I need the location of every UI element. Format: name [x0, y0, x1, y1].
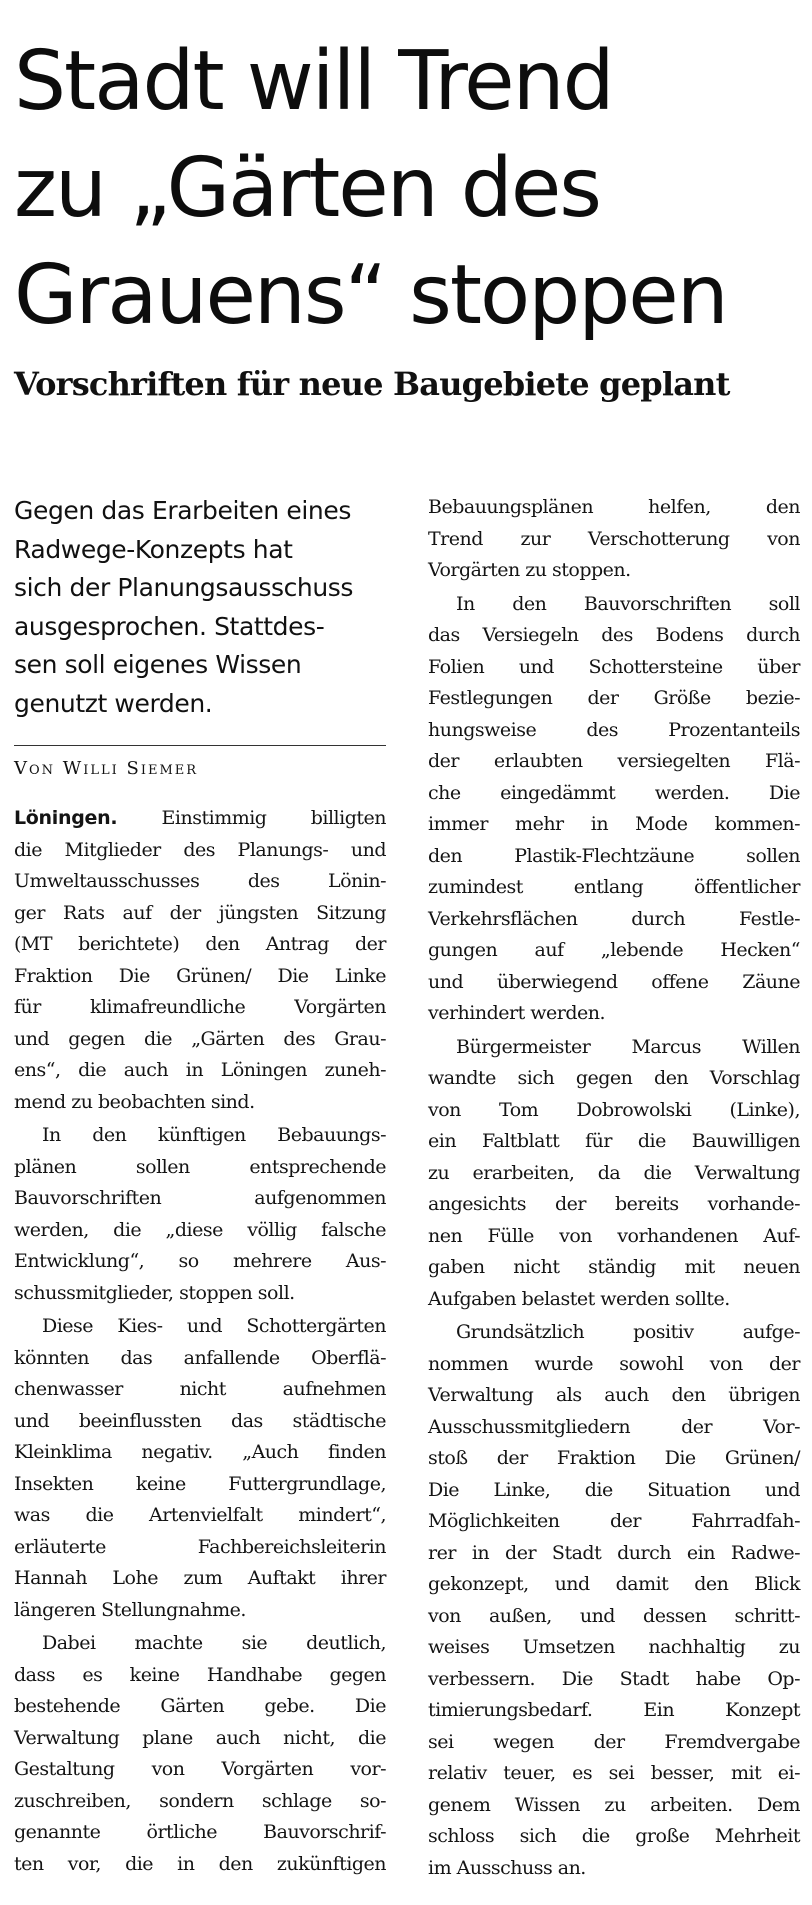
teaser-line: Radwege-Konzepts hat: [14, 534, 293, 564]
column-right: [428, 492, 800, 1884]
text-line: wandte sich gegen den Vorschlag: [428, 1067, 800, 1089]
text-line: und überwiegend offene Zäune: [428, 970, 800, 993]
text-line: bestehende Gärten gebe. Die: [14, 1695, 386, 1717]
text-line: Verwaltung als auch den übrigen: [428, 1384, 800, 1406]
text-line: che eingedämmt werden. Die: [428, 781, 800, 804]
paragraph: [14, 1628, 386, 1880]
text-line: chenwasser nicht aufnehmen: [14, 1378, 386, 1400]
text-line: Insekten keine Futtergrundlage,: [14, 1472, 386, 1495]
text-line: Bebauungsplänen helfen, den: [428, 496, 800, 518]
text-line: könnten das anfallende Oberflä-: [14, 1346, 386, 1369]
subheadline: Vorschriften für neue Baugebiete geplant: [14, 365, 730, 403]
text-line: von außen, und dessen schritt-: [428, 1604, 800, 1627]
text-line: die Mitglieder des Planungs- und: [14, 838, 386, 861]
text-line: Folien und Schottersteine über: [428, 655, 800, 678]
text-line: Gestaltung von Vorgärten vor-: [14, 1758, 386, 1780]
text-line: für klimafreundliche Vorgärten: [14, 996, 386, 1018]
text-line: immer mehr in Mode kommen-: [428, 813, 800, 835]
text-line: In den künftigen Bebauungs-: [42, 1124, 386, 1146]
text-line: stoß der Fraktion Die Grünen/: [428, 1447, 800, 1469]
text-line: Hannah Lohe zum Auftakt ihrer: [14, 1567, 386, 1589]
text-line: ens“, die auch in Löningen zuneh-: [14, 1059, 386, 1081]
text-line: Grundsätzlich positiv aufge-: [456, 1321, 800, 1343]
text-line: [14, 803, 386, 835]
text-line: Entwicklung“, so mehrere Aus-: [14, 1250, 386, 1272]
text-line: das Versiegeln des Bodens durch: [428, 624, 800, 646]
text-line: mend zu beobachten sind.: [14, 1090, 255, 1113]
text-line: nen Fülle von vorhandenen Auf-: [428, 1224, 800, 1247]
text-line: zu erarbeiten, da die Verwaltung: [428, 1161, 800, 1184]
text-line: ein Faltblatt für die Bauwilligen: [428, 1130, 800, 1152]
headline-line: Stadt will Trend: [14, 34, 613, 129]
headline-line: zu „Gärten des: [14, 141, 600, 236]
text-line: im Ausschuss an.: [428, 1856, 586, 1879]
text-line: weises Umsetzen nachhaltig zu: [428, 1636, 800, 1658]
text-line: Ausschussmitgliedern der Vor-: [428, 1415, 800, 1438]
text-line: längeren Stellungnahme.: [14, 1598, 246, 1621]
text-line: timierungsbedarf. Ein Konzept: [428, 1699, 800, 1721]
text-line: von Tom Dobrowolski (Linke),: [428, 1098, 800, 1121]
text-line: nommen wurde sowohl von der: [428, 1352, 800, 1375]
teaser-line: ausgesprochen. Stattdes-: [14, 611, 325, 641]
teaser-line: genutzt werden.: [14, 688, 213, 718]
text-line: relativ teuer, es sei besser, mit ei-: [428, 1762, 800, 1784]
text-line: verhindert werden.: [428, 1002, 606, 1024]
text-line: genannte örtliche Bauvorschrif-: [14, 1821, 386, 1843]
text-line: Möglichkeiten der Fahrradfah-: [428, 1510, 800, 1532]
text-line: rer in der Stadt durch ein Radwe-: [428, 1541, 800, 1564]
text-line: ten vor, die in den zukünftigen: [14, 1852, 386, 1875]
dateline: Löningen.: [14, 807, 118, 829]
teaser-line: sich der Planungsausschuss: [14, 573, 354, 602]
teaser-line: sen soll eigenes Wissen: [14, 650, 302, 679]
text-line: erläuterte Fachbereichsleiterin: [14, 1535, 386, 1558]
text-line: Fraktion Die Grünen/ Die Linke: [14, 964, 386, 987]
text-line: Festlegungen der Größe bezie-: [428, 687, 800, 709]
byline: Von Willi Siemer: [14, 758, 199, 779]
text-line: der erlaubten versiegelten Flä-: [428, 750, 800, 772]
text-line: den Plastik-Flechtzäune sollen: [428, 844, 800, 867]
headline-line: Grauens“ stoppen: [14, 248, 727, 343]
byline-divider: [14, 745, 386, 746]
text-line: was die Artenvielfalt mindert“,: [14, 1504, 386, 1526]
text-line: Bauvorschriften aufgenommen: [14, 1187, 386, 1209]
text-line: Kleinklima negativ. „Auch finden: [14, 1441, 386, 1463]
text-line: (MT berichtete) den Antrag der: [14, 933, 386, 955]
text-line: Die Linke, die Situation und: [428, 1478, 800, 1501]
text-line: Diese Kies- und Schottergärten: [42, 1315, 386, 1337]
text-line: ger Rats auf der jüngsten Sitzung: [14, 901, 386, 924]
text-line: angesichts der bereits vorhande-: [428, 1193, 800, 1215]
teaser-line: Gegen das Erarbeiten eines: [14, 496, 351, 525]
text-line: Verkehrsflächen durch Festle-: [428, 907, 800, 930]
paragraph: [14, 1311, 386, 1626]
column-left: [14, 492, 386, 1884]
text-line: und beeinflussten das städtische: [14, 1409, 386, 1432]
paragraph: [428, 1317, 800, 1884]
text-line: verbessern. Die Stadt habe Op-: [428, 1667, 800, 1690]
text-line: plänen sollen entsprechende: [14, 1155, 386, 1178]
text-line: Dabei machte sie deutlich,: [42, 1632, 386, 1654]
text-line: hungsweise des Prozentanteils: [428, 718, 800, 741]
text-line: genem Wissen zu arbeiten. Dem: [428, 1793, 800, 1816]
text-fragment: Einstimmig billigten: [161, 807, 386, 829]
text-line: Verwaltung plane auch nicht, die: [14, 1726, 386, 1749]
paragraph: [428, 1032, 800, 1316]
text-line: und gegen die „Gärten des Grau-: [14, 1027, 386, 1050]
text-line: Bürgermeister Marcus Willen: [456, 1035, 800, 1058]
paragraph: [14, 803, 386, 1118]
paragraph: [14, 1120, 386, 1309]
text-line: gaben nicht ständig mit neuen: [428, 1256, 800, 1278]
text-line: Umweltausschusses des Lönin-: [14, 870, 386, 892]
text-line: Aufgaben belastet werden sollte.: [428, 1287, 730, 1310]
article-columns: [14, 492, 800, 1884]
text-line: zuschreiben, sondern schlage so-: [14, 1789, 386, 1812]
headline: [14, 0, 798, 349]
text-line: In den Bauvorschriften soll: [456, 592, 800, 615]
text-line: Vorgärten zu stoppen.: [428, 559, 631, 581]
text-line: gungen auf „lebende Hecken“: [428, 939, 800, 961]
paragraph: [428, 589, 800, 1030]
text-line: gekonzept, und damit den Blick: [428, 1573, 800, 1595]
text-line: schloss sich die große Mehrheit: [428, 1825, 800, 1847]
text-line: Trend zur Verschotterung von: [428, 527, 800, 550]
text-line: sei wegen der Fremdvergabe: [428, 1730, 800, 1753]
teaser: [14, 492, 386, 723]
text-line: dass es keine Handhabe gegen: [14, 1663, 386, 1686]
text-line: zumindest entlang öffentlicher: [428, 876, 800, 898]
text-line: werden, die „diese völlig falsche: [14, 1218, 386, 1241]
text-line: schussmitglieder, stoppen soll.: [14, 1281, 295, 1304]
paragraph: [428, 492, 800, 587]
